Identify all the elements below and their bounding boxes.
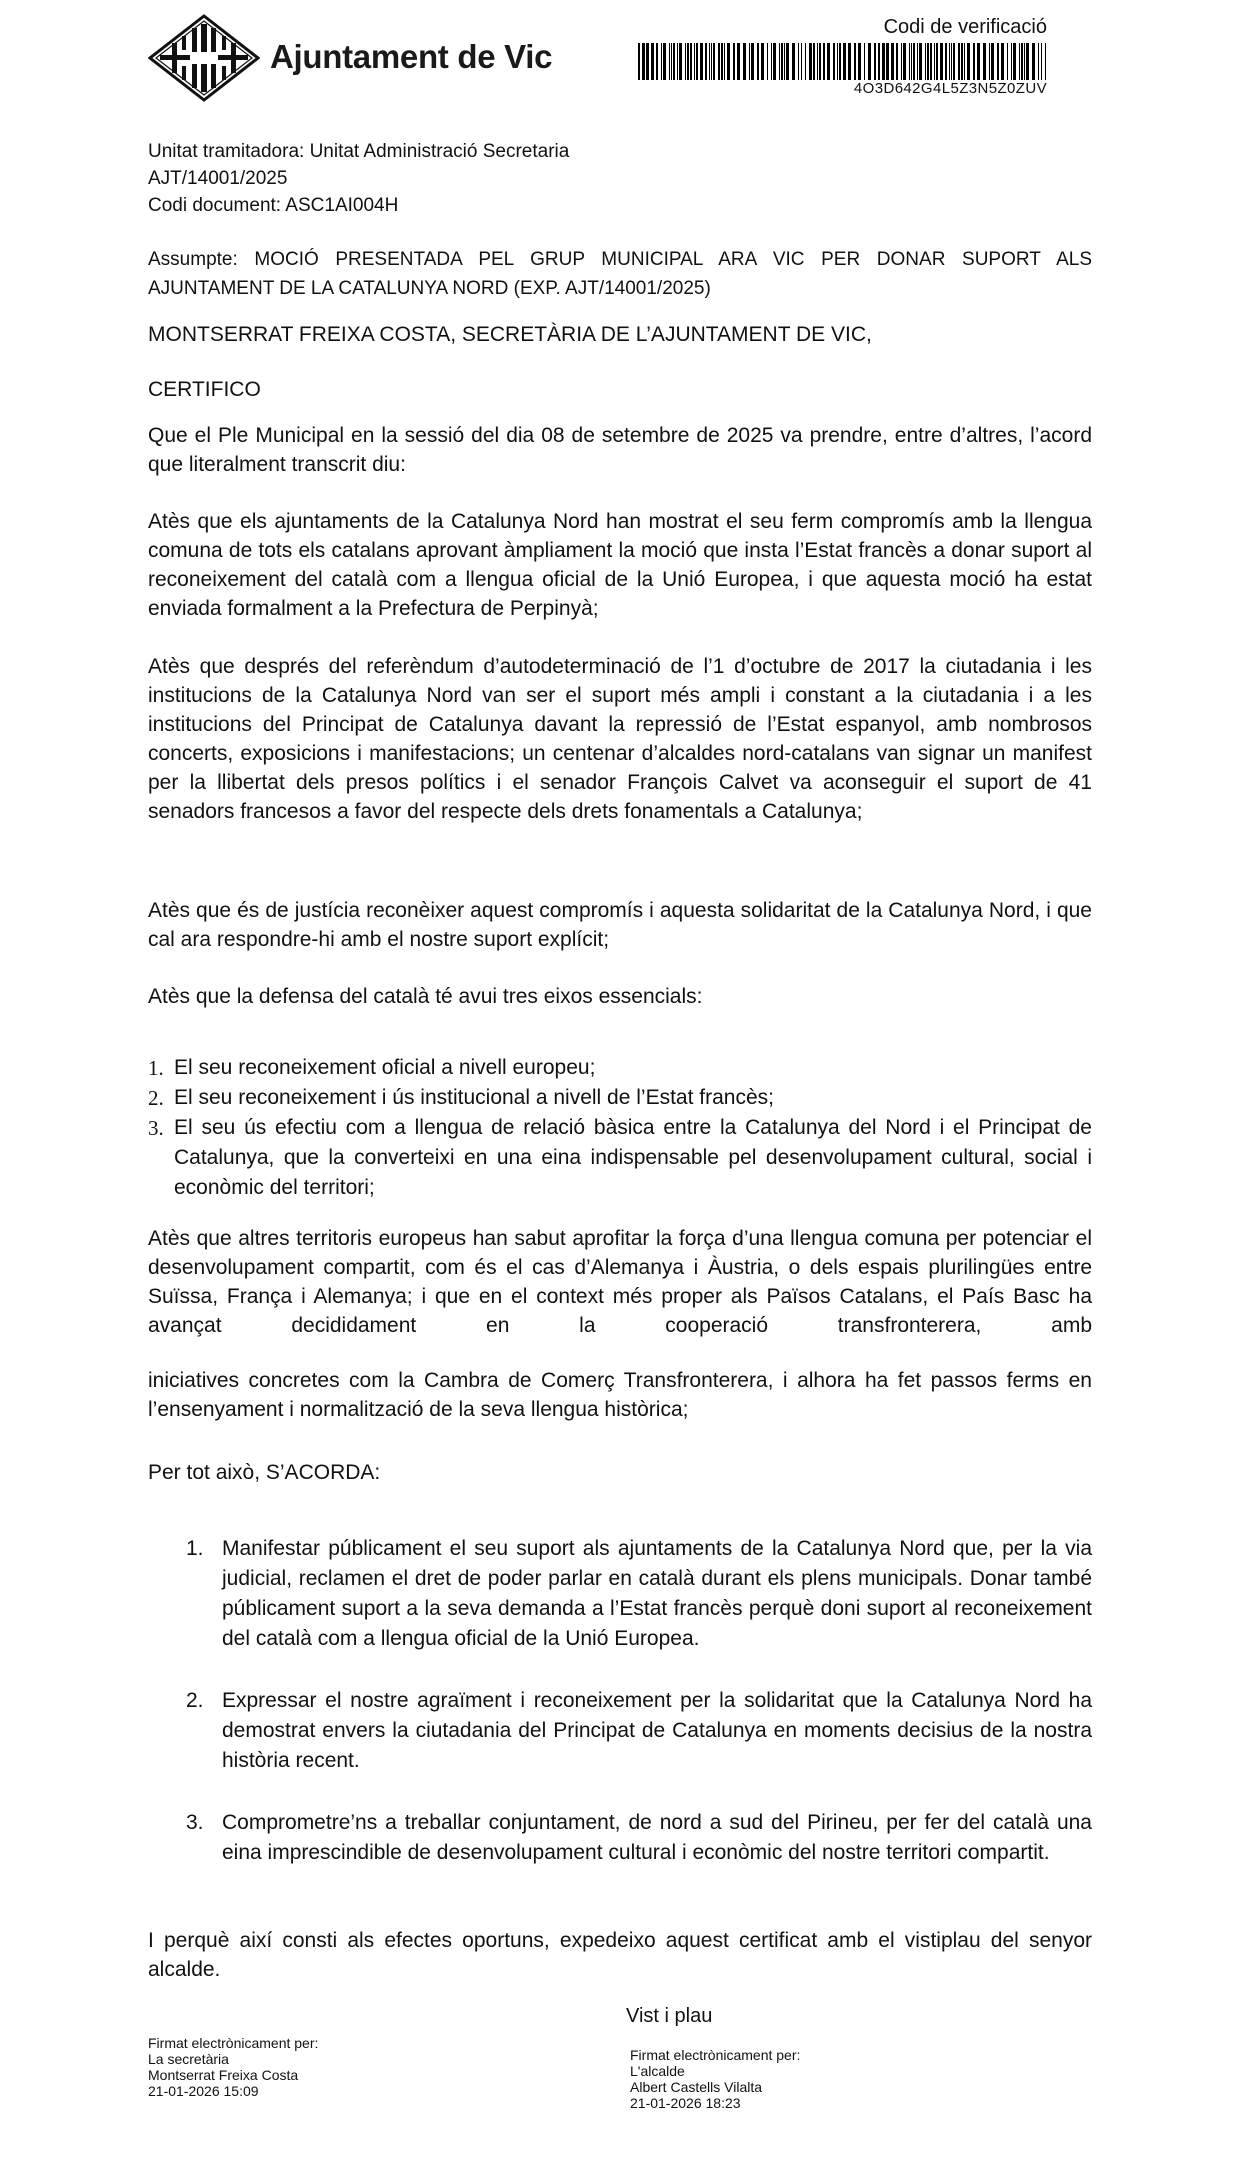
eixos-item-number: 1.: [148, 1056, 164, 1080]
acord-item: [186, 1534, 1092, 1654]
paragraph-territories-part-2: iniciatives concretes com la Cambra de Comerç Transfronterera, i alhora ha fet passos ferms en l’ensenyament i normalització de la seva llengua històrica;: [148, 1369, 1092, 1421]
eixos-item-text: El seu ús efectiu com a llengua de relació bàsica entre la Catalunya del Nord i el Principat de Catalunya, que la converteixi en una eina indispensable pel desenvolupament cultural, social i econòmic del territori;: [174, 1116, 1092, 1199]
signature-name: Montserrat Freixa Costa: [148, 2067, 299, 2083]
eixos-item-text: El seu reconeixement oficial a nivell europeu;: [174, 1056, 596, 1079]
eixos-item: [148, 1083, 1092, 1113]
subject-line-1: Assumpte: MOCIÓ PRESENTADA PEL GRUP MUNICIPAL ARA VIC PER DONAR SUPORT ALS: [148, 249, 1092, 270]
eixos-item-number: 2.: [148, 1086, 164, 1110]
subject-line-2: AJUNTAMENT DE LA CATALUNYA NORD (EXP. AJT/14001/2025): [148, 278, 711, 299]
processing-unit: Unitat tramitadora: Unitat Administració Secretaria: [148, 141, 570, 162]
signature-datetime: 21-01-2026 15:09: [148, 2083, 259, 2099]
acords-list: [186, 1686, 1092, 1776]
eixos-item: [148, 1113, 1092, 1203]
secretary-signature: [148, 2035, 318, 2099]
verification-code: 4O3D642G4L5Z3N5Z0ZUV: [853, 80, 1047, 97]
file-number: AJT/14001/2025: [148, 168, 288, 189]
acord-item-text: Manifestar públicament el seu suport als ajuntaments de la Catalunya Nord que, per la via judicial, reclamen el dret de poder parlar en català durant els plens municipals. Donar també públicament suport a la seva demanda a l’Estat francès perquè doni suport al reconeixement del català com a llengua oficial de la Unió Europea.: [222, 1537, 1092, 1650]
acorda-heading: Per tot això, S’ACORDA:: [148, 1461, 381, 1484]
municipal-shield-diamond-icon: [148, 14, 260, 102]
acord-item-text: Comprometre’ns a treballar conjuntament, de nord a sud del Pirineu, per fer del català una eina imprescindible de desenvolupament cultural i econòmic del nostre territori compartit.: [222, 1811, 1092, 1864]
acords-list: [186, 1808, 1092, 1868]
closing-paragraph: I perquè així consti als efectes oportuns, expedeixo aquest certificat amb el vistiplau del senyor alcalde.: [148, 1929, 1092, 1981]
acord-item: [186, 1686, 1092, 1776]
paragraph-eixos-intro: Atès que la defensa del català té avui tres eixos essencials:: [148, 985, 703, 1008]
certifico-heading: CERTIFICO: [148, 378, 261, 401]
certifier-name: MONTSERRAT FREIXA COSTA, SECRETÀRIA DE L’AJUNTAMENT DE VIC,: [148, 323, 872, 346]
signature-datetime: 21-01-2026 18:23: [630, 2095, 741, 2111]
signature-role: La secretària: [148, 2051, 229, 2067]
acord-item-number: 1.: [186, 1537, 204, 1560]
eixos-list: [148, 1053, 1092, 1203]
signature-caption: Firmat electrònicament per:: [148, 2035, 319, 2051]
acord-item-number: 3.: [186, 1811, 204, 1834]
paragraph-territories-part-1: Atès que altres territoris europeus han sabut aprofitar la força d’una llengua comuna per potenciar el desenvolupament compartit, com és el cas d’Alemanya i Àustria, o dels espais plurilingües entre Suïssa, França i Alemanya; i que en el context més proper als Països Catalans, el País Basc ha avançat decididament en la cooperació transfronterera, amb: [148, 1227, 1092, 1337]
barcode-icon: [638, 43, 1048, 80]
acord-item-number: 2.: [186, 1689, 204, 1712]
eixos-item: [148, 1053, 1092, 1083]
paragraph-justicia: Atès que és de justícia reconèixer aquest compromís i aquesta solidaritat de la Catalunya Nord, i que cal ara respondre-hi amb el nostre suport explícit;: [148, 899, 1092, 951]
eixos-item-number: 3.: [148, 1116, 164, 1140]
acord-item: [186, 1808, 1092, 1868]
organization-name: Ajuntament de Vic: [270, 38, 553, 75]
mayor-signature: [630, 2047, 800, 2111]
subject: [148, 245, 1092, 303]
paragraph-ajuntaments: Atès que els ajuntaments de la Catalunya Nord han mostrat el seu ferm compromís amb la llengua comuna de tots els catalans aprovant àmpliament la moció que insta l’Estat francès a donar suport al reconeixement del català com a llengua oficial de la Unió Europea, i que aquesta moció ha estat enviada formalment a la Prefectura de Perpinyà;: [148, 510, 1092, 620]
document-code: Codi document: ASC1AI004H: [148, 195, 399, 216]
acords-list: [186, 1534, 1092, 1654]
verification-label: Codi de verificació: [883, 16, 1047, 38]
intro-paragraph: Que el Ple Municipal en la sessió del dia 08 de setembre de 2025 va prendre, entre d’altres, l’acord que literalment transcrit diu:: [148, 424, 1092, 476]
acord-item-text: Expressar el nostre agraïment i reconeixement per la solidaritat que la Catalunya Nord ha demostrat envers la ciutadania del Principat de Catalunya en moments decisius de la nostra història recent.: [222, 1689, 1092, 1772]
vist-i-plau-label: Vist i plau: [626, 2005, 713, 2027]
paragraph-referendum: Atès que després del referèndum d’autodeterminació de l’1 d’octubre de 2017 la ciutadania i les institucions de la Catalunya Nord van ser el suport més ampli i constant a la ciutadania i a les institucions del Principat de Catalunya davant la repressió de l’Estat espanyol, amb nombrosos concerts, exposicions i manifestacions; un centenar d’alcaldes nord-catalans van signar un manifest per la llibertat dels presos polítics i el senador François Calvet va aconseguir el suport de 41 senadors francesos a favor del respecte dels drets fonamentals a Catalunya;: [148, 655, 1092, 823]
signature-role: L'alcalde: [630, 2063, 685, 2079]
signature-name: Albert Castells Vilalta: [630, 2079, 763, 2095]
eixos-item-text: El seu reconeixement i ús institucional a nivell de l’Estat francès;: [174, 1086, 774, 1109]
signature-caption: Firmat electrònicament per:: [630, 2047, 801, 2063]
